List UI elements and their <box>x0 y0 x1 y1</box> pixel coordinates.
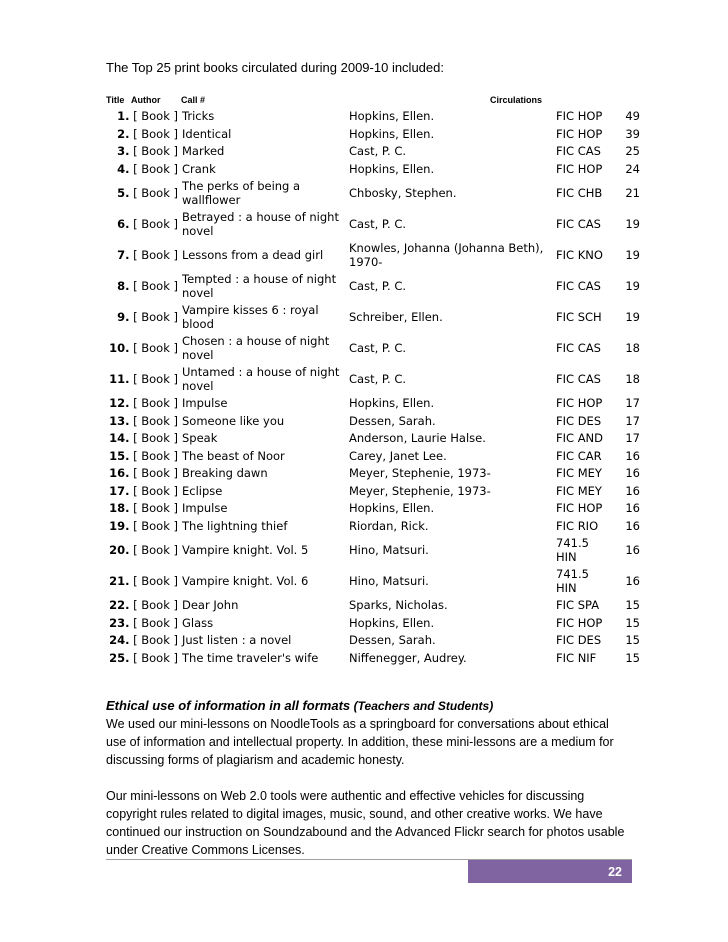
section-paragraph-2: Our mini-lessons on Web 2.0 tools were authentic and effective vehicles for discussing copyright rules related to digital images, music, sound, and other creative works. We have continued our instruction on Soundzabound and the Advanced Flickr search for photos usable under Creative Commons Licenses. <box>106 789 625 857</box>
table-row <box>106 566 642 597</box>
circulation-cell: 17 <box>625 413 640 428</box>
table-row <box>106 302 642 333</box>
author-cell: Hino, Matsuri. <box>349 573 429 588</box>
table-row <box>106 209 642 240</box>
rank-number: 6. <box>117 216 130 231</box>
call-number-cell: FIC DES <box>556 413 602 428</box>
rank-number: 25. <box>109 650 130 665</box>
rank-cell <box>106 126 180 144</box>
ethical-use-section <box>106 697 626 859</box>
author-cell: Niffenegger, Audrey. <box>349 650 467 665</box>
format-label: [ Book ] <box>133 483 178 498</box>
rank-number: 17. <box>109 483 130 498</box>
format-label: [ Book ] <box>133 448 178 463</box>
column-header-call: Call # <box>181 95 206 105</box>
page-number: 22 <box>608 864 622 879</box>
title-cell: The lightning thief <box>182 518 288 533</box>
call-number-cell: FIC HOP <box>556 501 603 515</box>
rank-cell <box>106 566 180 597</box>
title-cell: Marked <box>182 144 225 158</box>
call-number-cell: FIC CAS <box>556 371 601 386</box>
format-label: [ Book ] <box>133 309 178 324</box>
call-number-cell: FIC HOP <box>556 615 603 630</box>
format-label: [ Book ] <box>133 247 178 262</box>
rank-cell <box>106 500 180 518</box>
title-cell: Just listen : a novel <box>182 633 292 647</box>
table-row <box>106 535 642 566</box>
circulation-cell: 16 <box>625 448 640 463</box>
rank-cell <box>106 483 180 501</box>
rank-number: 14. <box>109 431 130 445</box>
author-cell: Schreiber, Ellen. <box>349 309 443 324</box>
author-cell: Cast, P. C. <box>349 144 407 158</box>
title-cell: Vampire knight. Vol. 5 <box>182 542 309 557</box>
format-label: [ Book ] <box>133 501 178 515</box>
table-row <box>106 271 642 302</box>
rank-number: 4. <box>117 161 130 176</box>
top-books-table <box>106 108 642 667</box>
circulation-cell: 17 <box>625 431 640 445</box>
section-heading: Ethical use of information in all formats <box>106 698 351 713</box>
table-row <box>106 161 642 179</box>
author-cell: Dessen, Sarah. <box>349 413 436 428</box>
circulation-cell: 15 <box>625 598 640 612</box>
title-cell: Untamed : a house of night novel <box>182 365 340 393</box>
rank-number: 24. <box>109 633 130 647</box>
rank-number: 13. <box>109 413 130 428</box>
format-label: [ Book ] <box>133 466 178 480</box>
rank-cell <box>106 518 180 536</box>
table-row <box>106 395 642 413</box>
call-number-cell: FIC KNO <box>556 247 603 262</box>
circulation-cell: 16 <box>625 501 640 515</box>
rank-cell <box>106 333 180 364</box>
author-cell: Hino, Matsuri. <box>349 542 429 557</box>
table-row <box>106 143 642 161</box>
author-cell: Hopkins, Ellen. <box>349 161 435 176</box>
circulation-cell: 18 <box>625 371 640 386</box>
rank-number: 15. <box>109 448 130 463</box>
rank-cell <box>106 161 180 179</box>
rank-cell <box>106 597 180 615</box>
call-number-cell: FIC RIO <box>556 518 599 533</box>
rank-cell <box>106 650 180 668</box>
rank-number: 5. <box>117 185 130 200</box>
table-row <box>106 448 642 466</box>
author-cell: Cast, P. C. <box>349 216 407 231</box>
call-number-cell: FIC CAS <box>556 340 601 355</box>
call-number-cell: FIC CAS <box>556 216 601 231</box>
rank-cell <box>106 302 180 333</box>
table-row <box>106 500 642 518</box>
title-cell: Breaking dawn <box>182 466 268 480</box>
circulation-cell: 18 <box>625 340 640 355</box>
title-cell: Impulse <box>182 396 228 410</box>
call-number-cell: FIC CAR <box>556 448 602 463</box>
title-cell: Someone like you <box>182 413 285 428</box>
section-paragraph-1: We used our mini-lessons on NoodleTools as a springboard for conversations about ethical use of information and intellectual property. In addition, these mini-lessons are a medium for discussing forms of plagiarism and academic honesty. <box>106 717 614 767</box>
rank-cell <box>106 143 180 161</box>
author-cell: Carey, Janet Lee. <box>349 448 447 463</box>
author-cell: Chbosky, Stephen. <box>349 185 457 200</box>
call-number-cell: FIC CHB <box>556 185 603 200</box>
circulation-cell: 15 <box>625 650 640 665</box>
rank-cell <box>106 271 180 302</box>
author-cell: Hopkins, Ellen. <box>349 501 435 515</box>
title-cell: Glass <box>182 615 214 630</box>
call-number-cell: FIC HOP <box>556 161 603 176</box>
table-row <box>106 240 642 271</box>
title-cell: The beast of Noor <box>182 448 285 463</box>
author-cell: Hopkins, Ellen. <box>349 615 435 630</box>
circulation-cell: 49 <box>625 109 640 123</box>
title-cell: Impulse <box>182 501 228 515</box>
format-label: [ Book ] <box>133 144 178 158</box>
table-row <box>106 126 642 144</box>
call-number-cell: 741.5 HIN <box>556 536 589 564</box>
circulation-cell: 16 <box>625 466 640 480</box>
format-label: [ Book ] <box>133 573 178 588</box>
call-number-cell: FIC MEY <box>556 466 602 480</box>
author-cell: Cast, P. C. <box>349 278 407 293</box>
title-cell: The time traveler's wife <box>182 650 319 665</box>
call-number-cell: FIC CAS <box>556 278 601 293</box>
table-row <box>106 333 642 364</box>
rank-cell <box>106 430 180 448</box>
call-number-cell: FIC SPA <box>556 598 600 612</box>
table-row <box>106 108 642 126</box>
format-label: [ Book ] <box>133 161 178 176</box>
format-label: [ Book ] <box>133 542 178 557</box>
author-cell: Cast, P. C. <box>349 340 407 355</box>
author-cell: Hopkins, Ellen. <box>349 109 435 123</box>
rank-number: 2. <box>117 126 130 141</box>
table-row <box>106 597 642 615</box>
circulation-cell: 17 <box>625 396 640 410</box>
format-label: [ Book ] <box>133 371 178 386</box>
rank-number: 18. <box>109 501 130 515</box>
rank-number: 22. <box>109 598 130 612</box>
call-number-cell: 741.5 HIN <box>556 567 589 595</box>
rank-cell <box>106 364 180 395</box>
author-cell: Meyer, Stephenie, 1973- <box>349 483 491 498</box>
title-cell: Dear John <box>182 598 239 612</box>
rank-cell <box>106 240 180 271</box>
call-number-cell: FIC MEY <box>556 483 602 498</box>
circulation-cell: 16 <box>625 573 640 588</box>
format-label: [ Book ] <box>133 650 178 665</box>
column-header-title: Title <box>106 95 125 105</box>
format-label: [ Book ] <box>133 278 178 293</box>
call-number-cell: FIC HOP <box>556 126 603 141</box>
table-row <box>106 364 642 395</box>
title-cell: Speak <box>182 431 218 445</box>
format-label: [ Book ] <box>133 518 178 533</box>
table-row <box>106 430 642 448</box>
rank-cell <box>106 108 180 126</box>
rank-number: 3. <box>117 144 130 158</box>
format-label: [ Book ] <box>133 615 178 630</box>
format-label: [ Book ] <box>133 185 178 200</box>
rank-cell <box>106 395 180 413</box>
table-row <box>106 178 642 209</box>
circulation-cell: 39 <box>625 126 640 141</box>
circulation-cell: 19 <box>625 216 640 231</box>
title-cell: Tricks <box>182 109 215 123</box>
rank-number: 7. <box>117 247 130 262</box>
rank-cell <box>106 615 180 633</box>
call-number-cell: FIC CAS <box>556 144 601 158</box>
title-cell: Crank <box>182 161 216 176</box>
format-label: [ Book ] <box>133 431 178 445</box>
call-number-cell: FIC HOP <box>556 396 603 410</box>
author-cell: Hopkins, Ellen. <box>349 126 435 141</box>
format-label: [ Book ] <box>133 126 178 141</box>
author-cell: Sparks, Nicholas. <box>349 598 448 612</box>
circulation-cell: 16 <box>625 518 640 533</box>
rank-cell <box>106 209 180 240</box>
rank-number: 10. <box>109 340 130 355</box>
author-cell: Anderson, Laurie Halse. <box>349 431 486 445</box>
rank-number: 9. <box>117 309 130 324</box>
table-row <box>106 632 642 650</box>
rank-number: 1. <box>117 109 130 123</box>
column-header-circulations: Circulations <box>490 95 543 105</box>
author-cell: Cast, P. C. <box>349 371 407 386</box>
circulation-cell: 25 <box>625 144 640 158</box>
rank-number: 11. <box>109 371 130 386</box>
format-label: [ Book ] <box>133 633 178 647</box>
title-cell: Lessons from a dead girl <box>182 247 324 262</box>
circulation-cell: 15 <box>625 633 640 647</box>
circulation-cell: 24 <box>625 161 640 176</box>
format-label: [ Book ] <box>133 598 178 612</box>
column-header-author: Author <box>131 95 161 105</box>
rank-cell <box>106 448 180 466</box>
author-cell: Meyer, Stephenie, 1973- <box>349 466 491 480</box>
author-cell: Dessen, Sarah. <box>349 633 436 647</box>
table-row <box>106 650 642 668</box>
table-row <box>106 413 642 431</box>
section-heading-sub: (Teachers and Students) <box>353 699 494 713</box>
title-cell: Tempted : a house of night novel <box>182 272 337 300</box>
format-label: [ Book ] <box>133 413 178 428</box>
rank-cell <box>106 632 180 650</box>
rank-number: 8. <box>117 278 130 293</box>
circulation-cell: 19 <box>625 309 640 324</box>
rank-cell <box>106 178 180 209</box>
circulation-cell: 19 <box>625 247 640 262</box>
page-number-badge <box>468 860 632 883</box>
format-label: [ Book ] <box>133 396 178 410</box>
rank-cell <box>106 465 180 483</box>
rank-cell <box>106 535 180 566</box>
title-cell: Eclipse <box>182 483 223 498</box>
rank-number: 20. <box>109 542 130 557</box>
title-cell: The perks of being a wallflower <box>182 179 301 207</box>
format-label: [ Book ] <box>133 216 178 231</box>
table-row <box>106 483 642 501</box>
rank-number: 16. <box>109 466 130 480</box>
call-number-cell: FIC DES <box>556 633 602 647</box>
title-cell: Vampire knight. Vol. 6 <box>182 573 309 588</box>
table-row <box>106 465 642 483</box>
author-cell: Knowles, Johanna (Johanna Beth), 1970- <box>349 241 544 269</box>
rank-number: 23. <box>109 615 130 630</box>
title-cell: Betrayed : a house of night novel <box>182 210 339 238</box>
rank-cell <box>106 413 180 431</box>
rank-number: 12. <box>109 396 130 410</box>
call-number-cell: FIC SCH <box>556 309 602 324</box>
author-cell: Hopkins, Ellen. <box>349 396 435 410</box>
circulation-cell: 16 <box>625 483 640 498</box>
circulation-cell: 21 <box>625 185 640 200</box>
title-cell: Identical <box>182 126 232 141</box>
table-row <box>106 518 642 536</box>
rank-number: 19. <box>109 518 130 533</box>
format-label: [ Book ] <box>133 340 178 355</box>
circulation-cell: 19 <box>625 278 640 293</box>
rank-number: 21. <box>109 573 130 588</box>
title-cell: Vampire kisses 6 : royal blood <box>182 303 319 331</box>
table-row <box>106 615 642 633</box>
author-cell: Riordan, Rick. <box>349 518 429 533</box>
format-label: [ Book ] <box>133 109 178 123</box>
intro-text: The Top 25 print books circulated during 2009-10 included: <box>106 60 444 75</box>
call-number-cell: FIC NIF <box>556 650 597 665</box>
title-cell: Chosen : a house of night novel <box>182 334 330 362</box>
call-number-cell: FIC AND <box>556 431 604 445</box>
call-number-cell: FIC HOP <box>556 109 603 123</box>
circulation-cell: 16 <box>625 542 640 557</box>
circulation-cell: 15 <box>625 615 640 630</box>
